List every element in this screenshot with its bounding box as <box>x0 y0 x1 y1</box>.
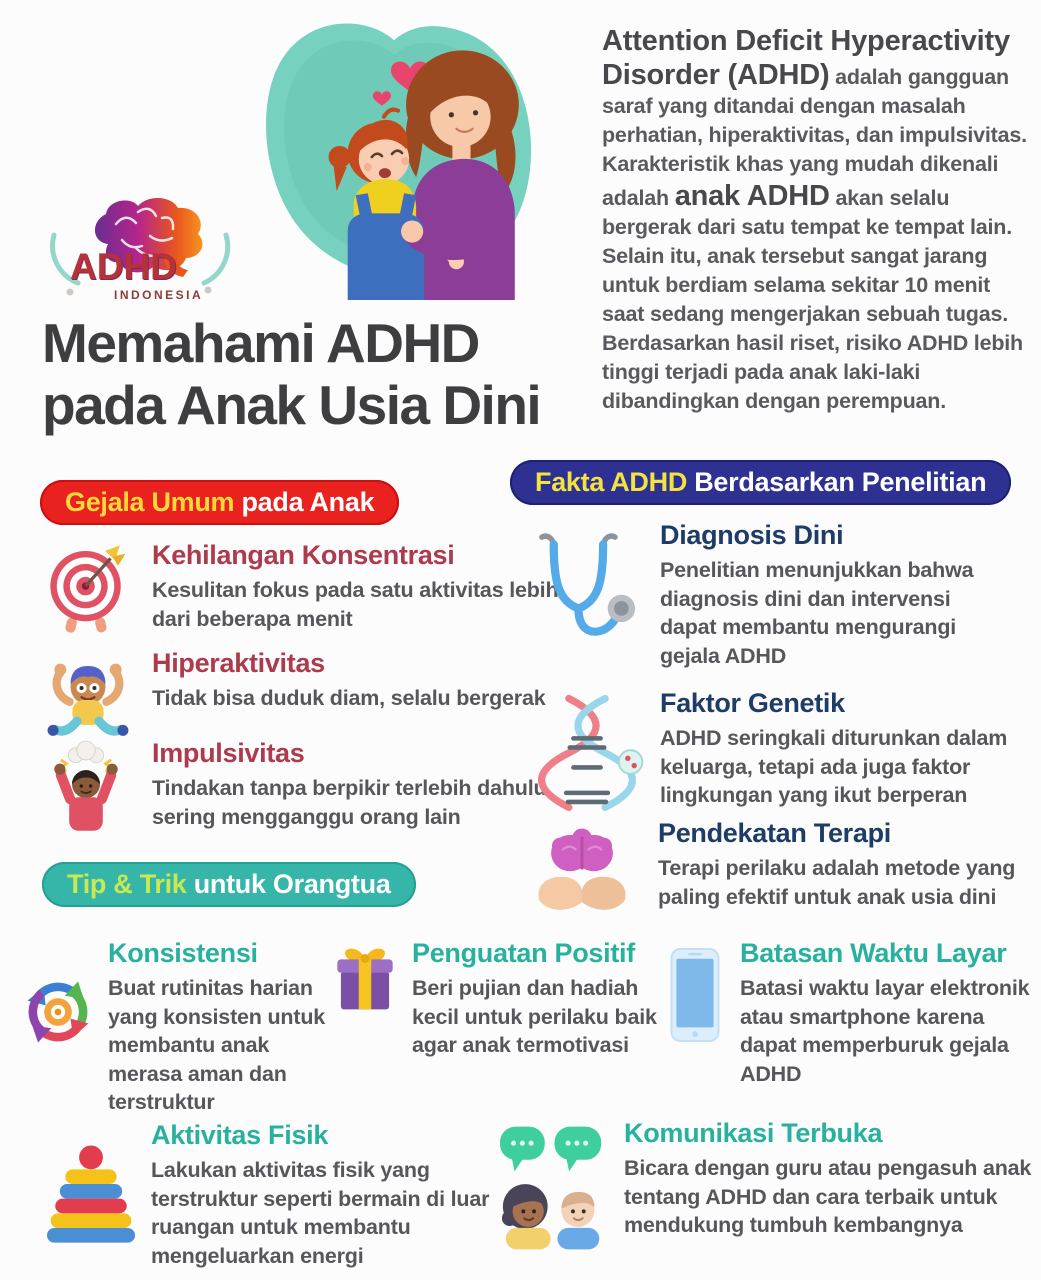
logo-subtitle: INDONESIA <box>114 288 204 302</box>
fact-item-pendekatan-terapi <box>532 818 1041 924</box>
badge-gejala-highlight: Gejala Umum <box>65 487 235 517</box>
talking-children-icon <box>498 1124 610 1252</box>
page-title-line2: pada Anak Usia Dini <box>42 374 541 436</box>
section-badge-gejala-umum <box>40 480 399 525</box>
symptom-title: Hiperaktivitas <box>152 648 325 678</box>
intro-text-2: akan selalu bergerak dari satu tempat ke tempat lain. Selain itu, anak tersebut sangat jarang untuk berdiam selama sekitar 10 menit saat sedang mengerjakan sebuah tugas. Berdasarkan hasil riset, risiko ADHD lebih tinggi terjadi pada anak laki-laki dibandingkan dengan perempuan. <box>602 186 1023 413</box>
section-badge-tip-trik <box>42 862 416 907</box>
fact-body: Penelitian menunjukkan bahwa diagnosis dini dan intervensi dapat membantu mengurangi gejala ADHD <box>660 558 974 668</box>
tip-body: Bicara dengan guru atau pengasuh anak tentang ADHD dan cara terbaik untuk mendukung tumbuh kembangnya <box>624 1156 1032 1237</box>
badge-gejala-rest: pada Anak <box>234 487 375 517</box>
page-title-line1: Memahami ADHD <box>42 312 479 374</box>
fact-body: Terapi perilaku adalah metode yang paling efektif untuk anak usia dini <box>658 856 1016 909</box>
badge-fakta-rest: Berdasarkan Penelitian <box>687 467 987 497</box>
symptom-item-konsentrasi <box>42 540 576 636</box>
intro-heading-bold: Attention Deficit Hyperactivity Disorder (ADHD) <box>602 25 1010 91</box>
tip-title: Aktivitas Fisik <box>151 1120 329 1150</box>
tip-item-aktivitas-fisik <box>45 1120 496 1270</box>
fact-item-faktor-genetik <box>528 688 1015 812</box>
mother-child-illustration <box>243 8 545 300</box>
page-title <box>42 312 540 436</box>
smartphone-icon <box>670 948 720 1042</box>
target-dart-icon <box>42 540 130 636</box>
tip-body: Beri pujian dan hadiah kecil untuk perilaku baik agar anak termotivasi <box>412 976 657 1057</box>
intro-paragraph <box>602 24 1030 416</box>
symptom-body: Tidak bisa duduk diam, selalu bergerak <box>152 686 546 710</box>
symptom-body: Tindakan tanpa berpikir terlebih dahulu, sering mengganggu orang lain <box>152 776 553 829</box>
symptom-title: Kehilangan Konsentrasi <box>152 540 455 570</box>
tip-item-batasan-waktu-layar <box>670 938 1040 1088</box>
jumping-child-icon <box>42 654 134 746</box>
badge-tips-rest: untuk Orangtua <box>186 869 391 899</box>
tip-title: Konsistensi <box>108 938 258 968</box>
tip-body: Lakukan aktivitas fisik yang terstruktur seperti bermain di luar ruangan untuk membantu mengeluarkan energi <box>151 1158 490 1268</box>
tip-item-konsistensi <box>18 938 340 1117</box>
fact-item-diagnosis-dini <box>528 520 995 670</box>
tip-item-komunikasi-terbuka <box>498 1118 1041 1252</box>
frustrated-child-icon <box>44 738 128 834</box>
tip-body: Batasi waktu layar elektronik atau smartphone karena dapat memperburuk gejala ADHD <box>740 976 1030 1086</box>
fact-title: Diagnosis Dini <box>660 520 844 550</box>
brain-hands-icon <box>532 824 632 924</box>
symptom-body: Kesulitan fokus pada satu aktivitas lebih dari beberapa menit <box>152 578 559 631</box>
symptom-item-impulsivitas <box>44 738 592 834</box>
stacking-rings-icon <box>45 1140 137 1250</box>
section-badge-fakta-adhd <box>510 460 1011 505</box>
adhd-indonesia-logo <box>40 190 240 315</box>
tip-title: Komunikasi Terbuka <box>624 1118 883 1148</box>
fact-body: ADHD seringkali diturunkan dalam keluarga, tetapi ada juga faktor lingkungan yang ikut berperan <box>660 726 1008 807</box>
badge-tips-highlight: Tip & Trik <box>67 869 187 899</box>
intro-text-1: adalah gangguan saraf yang ditandai dengan masalah perhatian, hiperaktivitas, dan impulsivitas. Karakteristik khas yang mudah dikenali adalah <box>602 65 1027 210</box>
stethoscope-icon <box>528 528 638 656</box>
symptom-title: Impulsivitas <box>152 738 305 768</box>
symptom-item-hiperaktivitas <box>42 648 592 746</box>
tip-body: Buat rutinitas harian yang konsisten untuk membantu anak merasa aman dan terstruktur <box>108 976 326 1114</box>
fact-title: Pendekatan Terapi <box>658 818 891 848</box>
tip-item-penguatan-positif <box>332 938 660 1060</box>
mother-child-hero-art <box>243 8 545 300</box>
fact-title: Faktor Genetik <box>660 688 845 718</box>
badge-fakta-highlight: Fakta ADHD <box>535 467 688 497</box>
tip-title: Batasan Waktu Layar <box>740 938 1007 968</box>
logo-brand: ADHD <box>70 246 177 287</box>
intro-anak-adhd-bold: anak ADHD <box>674 180 830 212</box>
gift-icon <box>332 942 398 1016</box>
tip-title: Penguatan Positif <box>412 938 635 968</box>
dna-icon <box>528 692 646 812</box>
cycle-arrows-icon <box>18 972 98 1052</box>
